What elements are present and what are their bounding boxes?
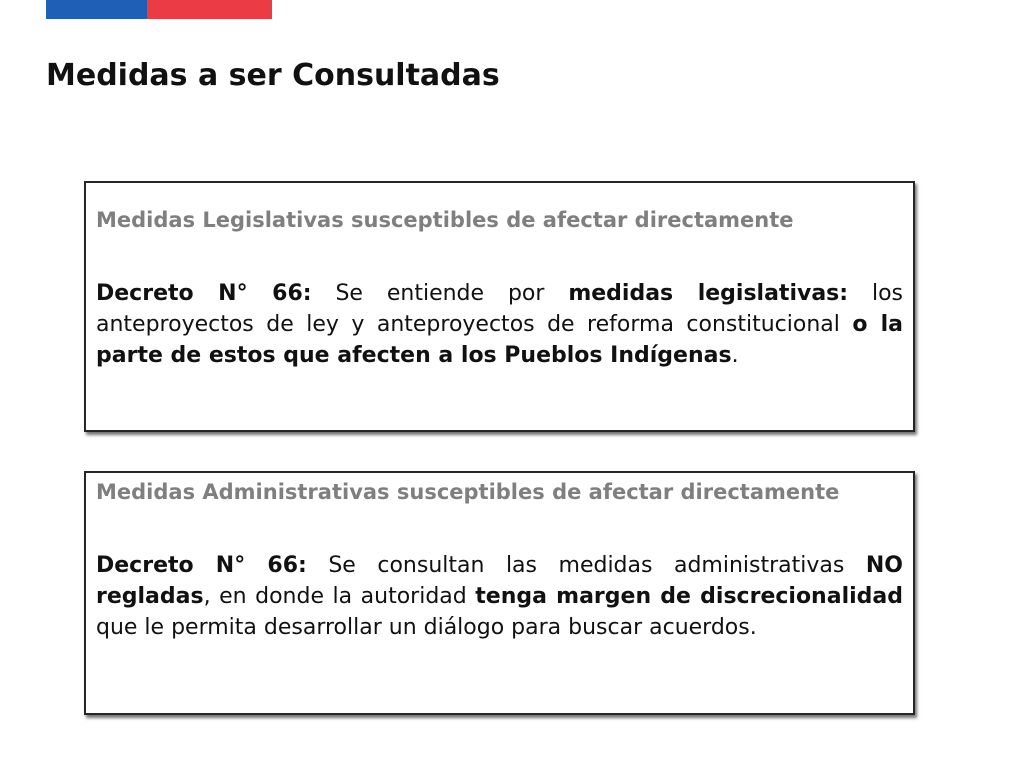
administrative-measures-card	[84, 471, 915, 715]
flag-red-segment	[147, 0, 272, 19]
body-text: los anteproyectos de ley y anteproyectos de reforma constitucional	[96, 281, 903, 337]
body-text: Se entiende por	[311, 281, 569, 306]
flag-color-bar	[46, 0, 272, 19]
card-body	[96, 550, 903, 643]
body-bold-text: medidas legislativas:	[568, 281, 849, 306]
body-text: .	[731, 343, 739, 368]
legislative-measures-card	[84, 181, 915, 432]
body-text: , en donde la autoridad	[203, 584, 476, 609]
decree-label: Decreto N° 66:	[96, 553, 307, 578]
body-text: Se consultan las medidas administrativas	[306, 553, 866, 578]
body-bold-text: o la parte de estos que afecten a los Pueblos Indígenas	[96, 312, 903, 368]
page-title: Medidas a ser Consultadas	[46, 58, 500, 93]
body-text: que le permita desarrollar un diálogo para buscar acuerdos.	[96, 615, 757, 640]
flag-blue-segment	[46, 0, 147, 19]
body-bold-text: NO regladas	[96, 553, 903, 609]
card-heading: Medidas Legislativas susceptibles de afectar directamente	[96, 208, 794, 232]
decree-label: Decreto N° 66:	[96, 281, 312, 306]
body-bold-text: tenga margen de discrecionalidad	[475, 584, 903, 609]
card-body	[96, 278, 903, 371]
card-heading: Medidas Administrativas susceptibles de afectar directamente	[96, 480, 840, 504]
